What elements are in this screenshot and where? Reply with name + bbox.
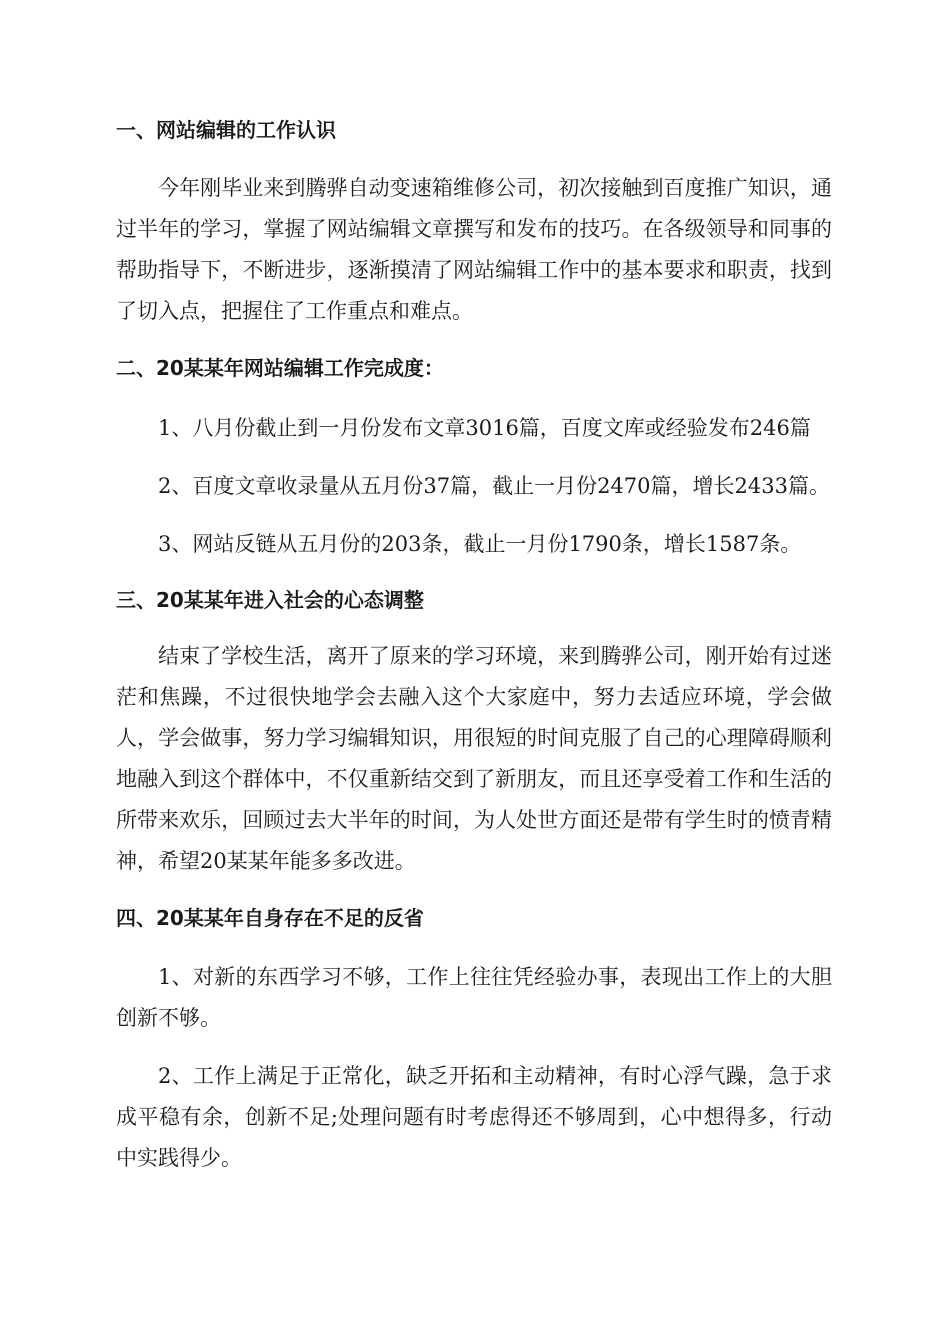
paragraph-work-understanding: 今年刚毕业来到腾骅自动变速箱维修公司，初次接触到百度推广知识，通过半年的学习，掌握了网站编辑文章撰写和发布的技巧。在各级领导和同事的帮助指导下，不断进步，逐渐摸清了网站编辑工作中的基本要求和职责，找到了切入点，把握住了工作重点和难点。 — [116, 176, 832, 323]
list-item-articles-published: 1、八月份截止到一月份发布文章3016篇，百度文库或经验发布246篇 — [158, 416, 811, 440]
list-item-baidu-indexed: 2、百度文章收录量从五月份37篇，截止一月份2470篇，增长2433篇。 — [158, 474, 830, 498]
paragraph-mindset: 结束了学校生活，离开了原来的学习环境，来到腾骅公司，刚开始有过迷茫和焦躁，不过很快地学会去融入这个大家庭中，努力去适应环境，学会做人，学会做事，努力学习编辑知识，用很短的时间克服了自己的心理障碍顺利地融入到这个群体中，不仅重新结交到了新朋友，而且还享受着工作和生活的所带来欢乐，回顾过去大半年的时间，为人处世方面还是带有学生时的愤青精神，希望20某某年能多多改进。 — [116, 644, 832, 873]
section-heading-mindset: 三、20某某年进入社会的心态调整 — [116, 588, 424, 612]
section-heading-work-understanding: 一、网站编辑的工作认识 — [116, 118, 336, 142]
document-body — [116, 112, 832, 1179]
list-item-shortcoming-1: 1、对新的东西学习不够，工作上往往凭经验办事，表现出工作上的大胆创新不够。 — [116, 965, 832, 1030]
list-item-shortcoming-2: 2、工作上满足于正常化，缺乏开拓和主动精神，有时心浮气躁，急于求成平稳有余，创新不足;处理问题有时考虑得还不够周到，心中想得多，行动中实践得少。 — [116, 1064, 832, 1170]
section-heading-completion: 二、20某某年网站编辑工作完成度： — [116, 356, 444, 380]
section-heading-shortcomings: 四、20某某年自身存在不足的反省 — [116, 906, 424, 930]
list-item-backlinks: 3、网站反链从五月份的203条，截止一月份1790条，增长1587条。 — [158, 532, 802, 556]
